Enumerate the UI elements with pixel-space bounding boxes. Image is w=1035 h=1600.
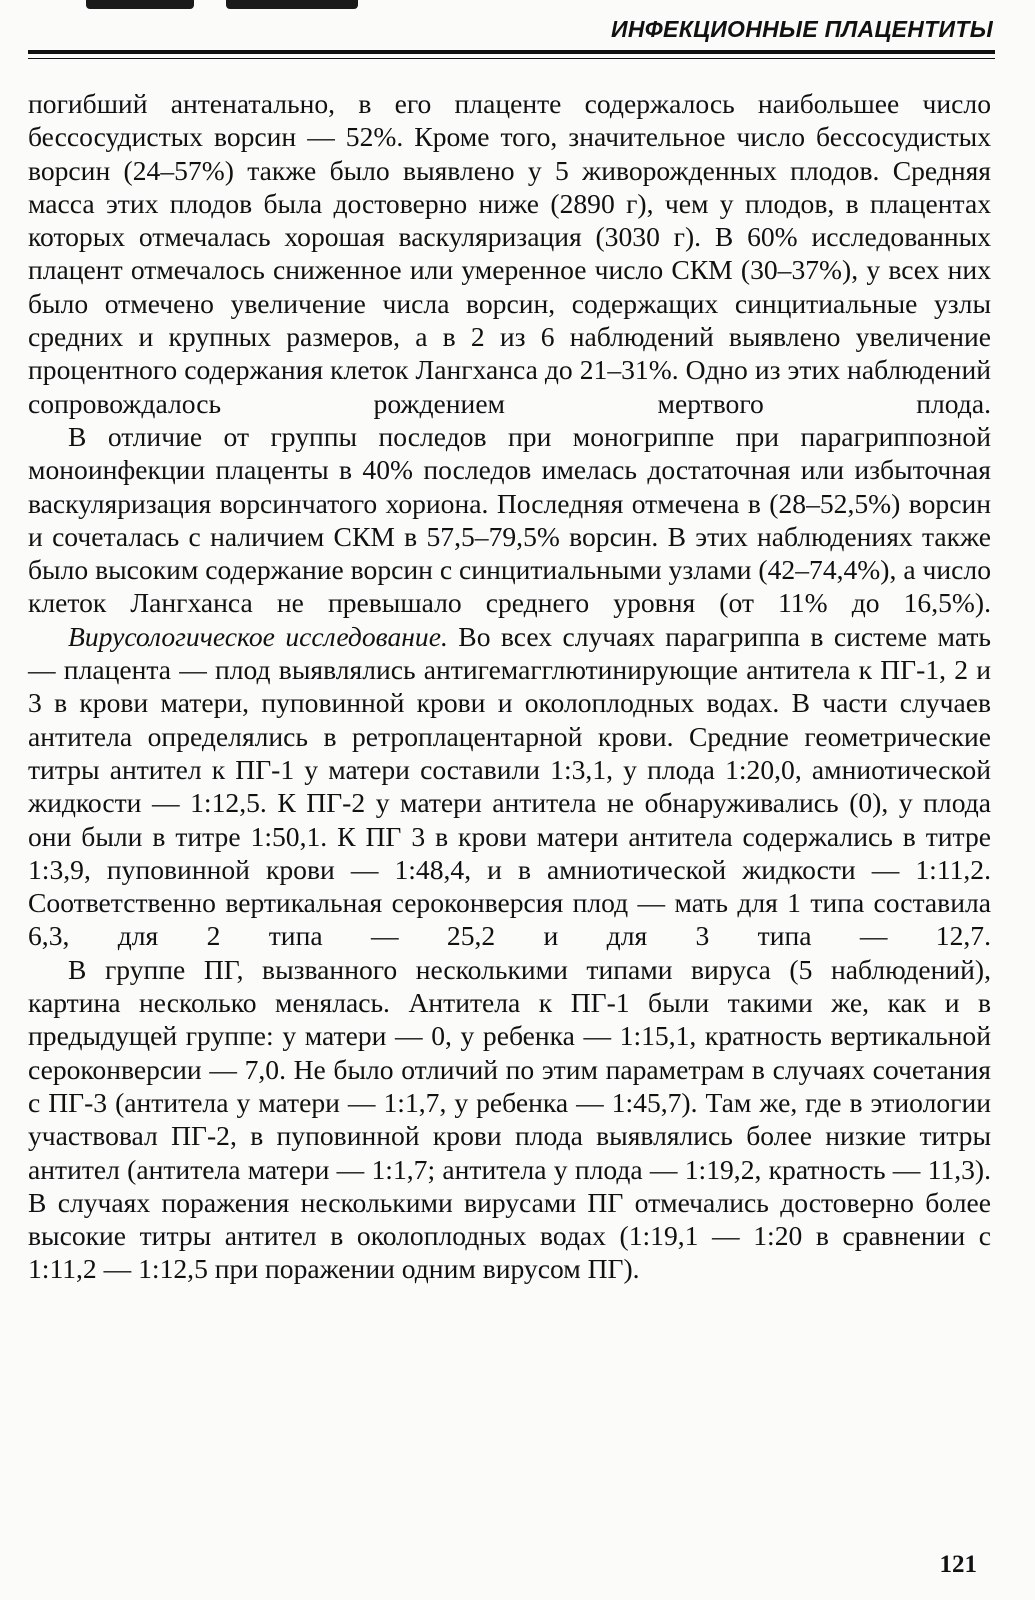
scan-edge-mark [86,0,194,9]
header-rule-thin [28,58,995,59]
paragraph-1: погибший антенатально, в его плаценте содержалось наибольшее число бессосудистых ворсин — 52%. Кроме того, значительное число бессосудистых ворсин (24–57%) также было выявлено у 5 живорожденных плодов. Средняя масса этих плодов была достоверно ниже (2890 г), чем у плодов, в плацентах которых отмечалась хорошая васкуляризация (3030 г). В 60% исследованных плацент отмечалось сниженное или умеренное число СКМ (30–37%), у всех них было отмечено увеличение числа ворсин, содержащих синцитиальные узлы средних и крупных размеров, а в 2 из 6 наблюдений выявлено увеличение процентного содержания клеток Лангханса до 21–31%. Одно из этих наблюдений сопровождалось рождением мертвого плода. [28,88,991,419]
scan-edge-mark [226,0,358,9]
paragraph-3-text: Во всех случаях парагриппа в системе мать — плацента — плод выявлялись антигемагглютинирующие антитела к ПГ-1, 2 и 3 в крови матери, пуповинной крови и околоплодных водах. В части случаев антитела определялись в ретроплацентарной крови. Средние геометрические титры антител к ПГ-1 у матери составили 1:3,1, у плода 1:20,0, амниотической жидкости — 1:12,5. К ПГ-2 у матери антитела не обнаруживались (0), у плода они были в титре 1:50,1. К ПГ 3 в крови матери антитела содержались в титре 1:3,9, пуповинной крови — 1:48,4, и в амниотической жидкости — 1:11,2. Соответственно вертикальная сероконверсия плод — мать для 1 типа составила 6,3, для 2 типа — 25,2 и для 3 типа — 12,7. [28,620,992,952]
paragraph-3-lead: Вирусологическое исследование. [68,620,448,652]
running-head: ИНФЕКЦИОННЫЕ ПЛАЦЕНТИТЫ [611,16,993,42]
paragraph-3 [28,620,991,953]
body-text [28,87,991,1286]
page-number: 121 [939,1551,977,1578]
header-rule-thick [28,50,995,54]
paragraph-4: В группе ПГ, вызванного несколькими типами вируса (5 наблюдений), картина несколько менялась. Антитела к ПГ-1 были такими же, как и в предыдущей группе: у матери — 0, у ребенка — 1:15,1, кратность вертикальной сероконверсии — 7,0. Не было отличий по этим параметрам в случаях сочетания с ПГ-3 (антитела у матери — 1:1,7, у ребенка — 1:45,7). Там же, где в этиологии участвовал ПГ-2, в пуповинной крови плода выявлялись более низкие титры антител (антитела матери — 1:1,7; антитела у плода — 1:19,2, кратность — 11,3). В случаях поражения несколькими вирусами ПГ отмечались достоверно более высокие титры антител в околоплодных водах (1:19,1 — 1:20 в сравнении с 1:11,2 — 1:12,5 при поражении одним вирусом ПГ). [28,953,991,1285]
paragraph-2: В отличие от группы последов при моногриппе при парагриппозной моноинфекции плаценты в 40% последов имелась достаточная или избыточная васкуляризация ворсинчатого хориона. Последняя отмечена в (28–52,5%) ворсин и сочеталась с наличием СКМ в 57,5–79,5% ворсин. В этих наблюдениях также было высоким содержание ворсин с синцитиальными узлами (42–74,4%), а число клеток Лангханса не превышало среднего уровня (от 11% до 16,5%). [28,420,991,619]
